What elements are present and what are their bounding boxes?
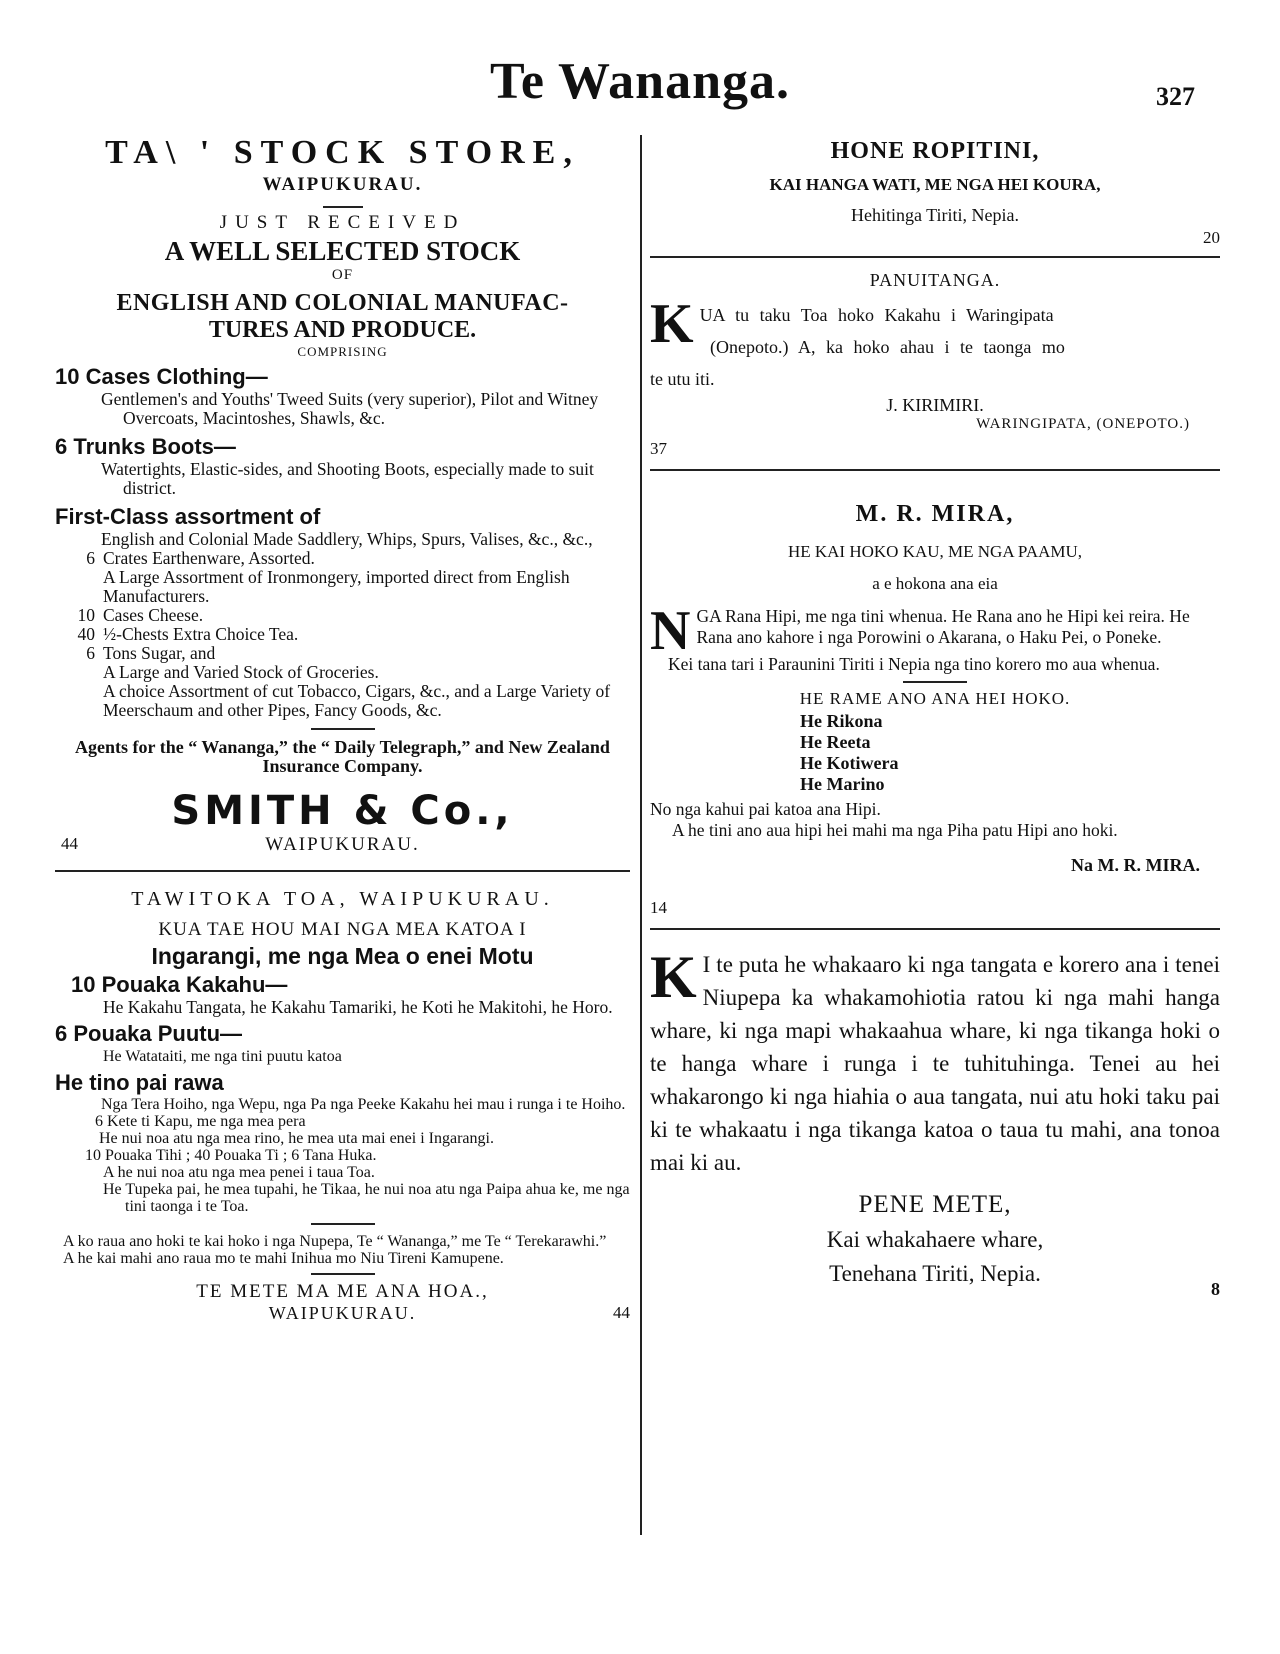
- ad-number: 37: [650, 439, 667, 458]
- rame-title: HE RAME ANO ANA HEI HOKO.: [799, 689, 1071, 708]
- section-rule: [55, 870, 630, 872]
- stock-list-item: [55, 606, 630, 625]
- tawitoka-title: TAWITOKA TOA, WAIPUKURAU.: [131, 888, 554, 910]
- stock-list-item: [55, 568, 630, 606]
- stock-description: Crates Earthenware, Assorted.: [103, 548, 315, 568]
- ad-number: 44: [61, 834, 78, 853]
- ad-number: 44: [613, 1303, 630, 1322]
- stock-description: A choice Assortment of cut Tobacco, Cigars, &c., and a Large Variety of Meerschaum and other Pipes, Fancy Goods, &c.: [103, 681, 611, 720]
- first-class-heading: First-Class assortment of: [55, 504, 321, 529]
- kakahu-text: He Kakahu Tangata, he Kakahu Tamariki, he Koti he Makitohi, he Horo.: [103, 997, 613, 1017]
- english-colonial-line1: ENGLISH AND COLONIAL MANUFAC-: [116, 290, 569, 316]
- stock-quantity: 40: [77, 624, 95, 644]
- boots-heading: 6 Trunks Boots—: [55, 434, 236, 459]
- left-column: [55, 130, 630, 1327]
- panui-line1: UA tu taku Toa hoko Kakahu i Waringipata: [699, 305, 1054, 325]
- mete-address: Tenehana Tiriti, Nepia.: [829, 1261, 1041, 1286]
- stock-description: A Large Assortment of Ironmongery, imported direct from English Manufacturers.: [103, 567, 570, 606]
- panui-line2: (Onepoto.) A, ka hoko ahau i te taonga mo: [710, 337, 1065, 357]
- ram-breed: He Reeta: [800, 732, 871, 752]
- tino-heading: He tino pai rawa: [55, 1070, 224, 1095]
- mira-para2: Kei tana tari i Paraunini Tiriti i Nepia nga tino korero mo aua whenua.: [668, 654, 1160, 674]
- nupepa-text: A ko raua ano hoki te kai hoko i nga Nupepa, Te “ Wananga,” me Te “ Terekarawhi.”: [63, 1233, 607, 1250]
- stock-quantity: [55, 663, 103, 682]
- nui-text: He nui noa atu nga mea rino, he mea uta mai enei i Ingarangi.: [99, 1130, 494, 1147]
- of-label: OF: [331, 267, 354, 283]
- divider: [311, 728, 375, 730]
- english-colonial-line2: TURES AND PRODUCE.: [208, 317, 477, 343]
- page-number: 327: [1156, 82, 1195, 111]
- stock-description: Tons Sugar, and: [103, 643, 216, 663]
- stock-list-item: [55, 663, 630, 682]
- mira-para3: No nga kahui pai katoa ana Hipi.: [650, 799, 881, 819]
- page-title: Te Wananga.: [489, 53, 791, 110]
- column-divider: [640, 135, 642, 1535]
- ad-number: 20: [1203, 228, 1220, 247]
- stock-quantity: [55, 682, 103, 720]
- stock-list-item: [55, 644, 630, 663]
- mira-sign: Na M. R. MIRA.: [1071, 855, 1200, 875]
- section-rule: [650, 928, 1220, 930]
- clothing-text: Gentlemen's and Youths' Tweed Suits (very superior), Pilot and Witney Overcoats, Macintoshes, Shawls, &c.: [101, 389, 599, 428]
- just-received: JUST RECEIVED: [219, 212, 466, 233]
- smith-place: WAIPUKURAU.: [265, 834, 420, 855]
- clothing-heading: 10 Cases Clothing—: [55, 364, 268, 389]
- ram-breed: He Marino: [800, 774, 885, 794]
- stock-list-item: [55, 549, 630, 568]
- mira-name: M. R. MIRA,: [855, 501, 1015, 527]
- mira-para4: A he tini ano aua hipi hei mahi ma nga Piha patu Hipi ano hoki.: [672, 820, 1118, 840]
- section-rule: [650, 469, 1220, 471]
- tino-text: Nga Tera Hoiho, nga Wepu, nga Pa nga Peeke Kakahu hei mau i runga i te Hoiho.: [101, 1096, 626, 1113]
- panui-line3: te utu iti.: [650, 369, 715, 389]
- ram-breed: He Rikona: [800, 711, 883, 731]
- ad-number: 8: [1211, 1279, 1220, 1299]
- mira-para1: GA Rana Hipi, me nga tini whenua. He Rana ano he Hipi kei reira. He Rana ano kahore i nga Porowini o Akarana, o Haku Pei, o Poneke.: [696, 606, 1190, 647]
- he-nui-text: A he nui noa atu nga mea penei i taua Toa.: [103, 1164, 375, 1181]
- stock-list-item: [55, 682, 630, 720]
- hone-trade: KAI HANGA WATI, ME NGA HEI KOURA,: [769, 175, 1101, 194]
- stock-quantity: 6: [86, 643, 95, 663]
- stock-list-item: [55, 625, 630, 644]
- mete-text: I te puta he whakaaro ki nga tangata e korero ana i tenei Niupepa ka whakamohiotia ratou ki nga mahi hanga whare, ki nga mapi whakaahua whare, ki nga tikanga hoki o te hanga whare i runga i te tuhituhinga. Tenei au hei whakarongo ki nga hiahia o aua tangata, nui atu hoki taku pai ki te whakaatu i nga tikanga katoa o taua tu mahi, ana tonoa mai ki au.: [650, 952, 1220, 1175]
- tavistock-place: WAIPUKURAU.: [262, 174, 423, 195]
- comprising-label: COMPRISING: [297, 344, 388, 359]
- puutu-text: He Watataiti, me nga tini puutu katoa: [103, 1048, 342, 1065]
- mete-name: PENE METE,: [858, 1191, 1012, 1218]
- divider: [311, 1273, 375, 1275]
- tawitoka-place: WAIPUKURAU.: [268, 1303, 417, 1323]
- drop-cap: K: [650, 293, 694, 355]
- mira-sub: a e hokona ana eia: [872, 574, 998, 593]
- panui-place: WARINGIPATA, (ONEPOTO.): [976, 416, 1190, 432]
- smith-co-title: SMITH & Co.,: [171, 788, 514, 834]
- well-selected-stock: A WELL SELECTED STOCK: [164, 236, 521, 266]
- section-rule: [650, 256, 1220, 258]
- stock-list: [55, 549, 630, 720]
- drop-cap: K: [650, 944, 697, 1010]
- stock-description: A Large and Varied Stock of Groceries.: [103, 662, 379, 682]
- stock-description: ½-Chests Extra Choice Tea.: [103, 624, 299, 644]
- panui-sign: J. KIRIMIRI.: [886, 395, 984, 415]
- boots-text: Watertights, Elastic-sides, and Shooting Boots, especially made to suit district.: [101, 459, 594, 498]
- hone-address: Hehitinga Tiriti, Nepia.: [851, 205, 1019, 225]
- mahi-text: A he kai mahi ano raua mo te mahi Inihua mo Niu Tireni Kamupene.: [63, 1250, 504, 1267]
- puutu-heading: 6 Pouaka Puutu—: [55, 1021, 243, 1046]
- right-column: [650, 138, 1220, 1300]
- first-class-text: English and Colonial Made Saddlery, Whips, Spurs, Valises, &c., &c.,: [101, 529, 593, 549]
- rams-list: [650, 711, 1220, 795]
- tupeka-text: He Tupeka pai, he mea tupahi, he Tikaa, he nui noa atu nga Paipa ahua ke, me nga tini taonga i te Toa.: [103, 1181, 630, 1215]
- stock-quantity: [55, 568, 103, 606]
- kakahu-heading: 10 Pouaka Kakahu—: [71, 972, 288, 997]
- stock-quantity: 6: [86, 548, 95, 568]
- divider: [903, 681, 967, 683]
- stock-quantity: 10: [77, 605, 95, 625]
- divider: [323, 206, 363, 208]
- stock-description: Cases Cheese.: [103, 605, 204, 625]
- tawitoka-signoff: TE METE MA ME ANA HOA.,: [196, 1281, 489, 1302]
- mira-trade: HE KAI HOKO KAU, ME NGA PAAMU,: [787, 542, 1083, 561]
- ad-number: 14: [650, 898, 667, 917]
- tavistock-store-title: TA\ ' STOCK STORE,: [105, 134, 580, 171]
- tawitoka-sub1: KUA TAE HOU MAI NGA MEA KATOA I: [158, 919, 527, 940]
- tihi-text: 10 Pouaka Tihi ; 40 Pouaka Ti ; 6 Tana Huka.: [85, 1147, 377, 1164]
- mete-role: Kai whakahaere whare,: [826, 1227, 1044, 1252]
- hone-name: HONE ROPITINI,: [830, 138, 1040, 164]
- tawitoka-sub2: Ingarangi, me nga Mea o enei Motu: [151, 943, 534, 969]
- agents-text: Agents for the “ Wananga,” the “ Daily Telegraph,” and New Zealand Insurance Company.: [75, 737, 610, 776]
- kete-text: 6 Kete ti Kapu, me nga mea pera: [95, 1113, 306, 1130]
- ram-breed: He Kotiwera: [800, 753, 899, 773]
- drop-cap: N: [650, 600, 691, 662]
- panui-title: PANUITANGA.: [869, 270, 1001, 290]
- divider: [311, 1223, 375, 1225]
